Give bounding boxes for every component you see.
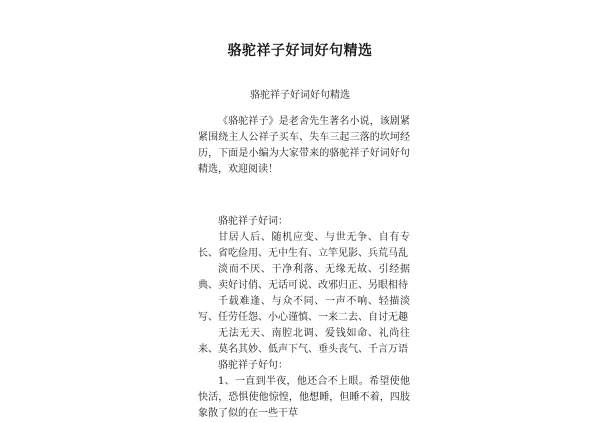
document-subtitle: 骆驼祥子好词好句精选 <box>250 90 350 101</box>
intro-paragraph: 《骆驼祥子》是老舍先生著名小说，该剧紧紧围绕主人公祥子买车、失车三起三落的坎坷经历，下面是小编为大家带来的骆驼祥子好词好句精选，欢迎阅读！ <box>198 116 410 175</box>
document-body <box>198 114 410 422</box>
sentences-heading: 骆驼祥子好句： <box>218 360 288 371</box>
words-paragraph: 甘居人后、随机应变、与世无争、自有专长、省吃俭用、无中生有、立竿见影、兵荒马乱 <box>198 232 410 259</box>
words-heading: 骆驼祥子好词： <box>218 216 288 227</box>
words-paragraph: 淡而不厌、干净利落、无缘无故、引经据典、卖好讨俏、无话可说、改邪归正、另眼相待 <box>198 264 410 291</box>
document-title: 骆驼祥子好词好句精选 <box>227 43 373 59</box>
sentence-paragraph: 1、一直到半夜，他还合不上眼。希望使他快活，恐惧使他惊惶，他想睡，但睡不着，四肢象散了似的在一些干草 <box>198 376 410 419</box>
words-paragraph: 无法无天、南腔北调、爱钱如命、礼尚往来、莫名其妙、低声下气、垂头丧气、千言万语 <box>198 328 410 355</box>
words-paragraph: 千载难逢、与众不同、一声不响、轻描淡写、任劳任怨、小心谨慎、一来二去、自讨无趣 <box>198 296 410 323</box>
